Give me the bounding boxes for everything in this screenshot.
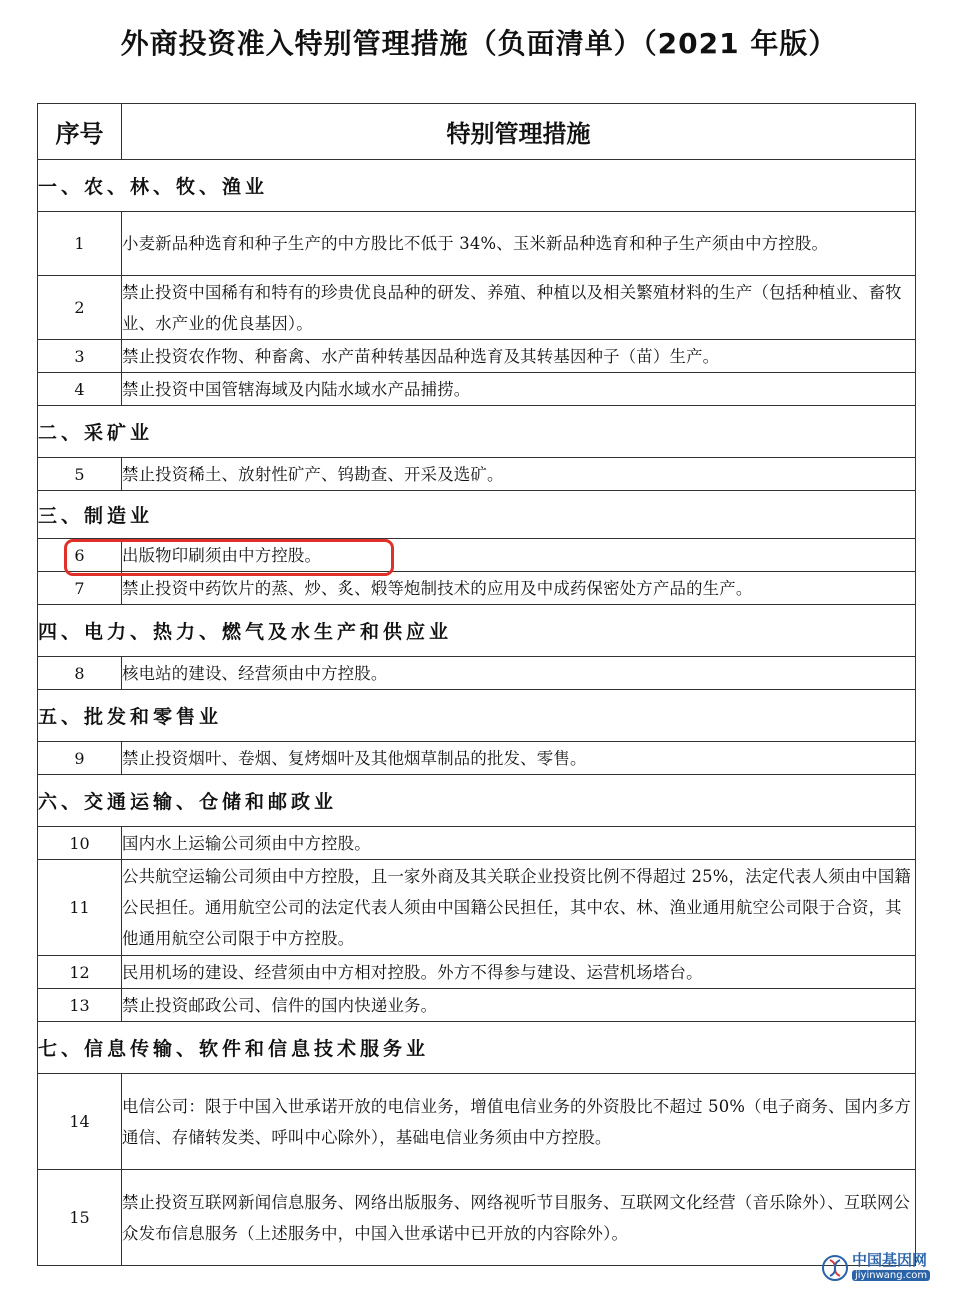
table-row [38,1170,916,1266]
item-text: 禁止投资中国稀有和特有的珍贵优良品种的研发、养殖、种植以及相关繁殖材料的生产（包括种植业、畜牧业、水产业的优良基因）。 [122,276,916,340]
watermark-name: 中国基因网 [852,1251,928,1269]
item-text: 民用机场的建设、经营须由中方相对控股。外方不得参与建设、运营机场塔台。 [122,956,916,989]
section-title: 七、信息传输、软件和信息技术服务业 [38,1022,916,1074]
site-watermark [822,1249,942,1289]
item-number: 9 [38,742,122,775]
section-title: 四、电力、热力、燃气及水生产和供应业 [38,605,916,657]
item-number: 7 [38,572,122,605]
item-number: 2 [38,276,122,340]
section-title: 三、制造业 [38,491,916,539]
item-number: 10 [38,827,122,860]
item-number: 6 [38,539,122,572]
item-text: 小麦新品种选育和种子生产的中方股比不低于 34%、玉米新品种选育和种子生产须由中方控股。 [122,212,916,276]
item-text: 电信公司：限于中国入世承诺开放的电信业务，增值电信业务的外资股比不超过 50%（电子商务、国内多方通信、存储转发类、呼叫中心除外），基础电信业务须由中方控股。 [122,1074,916,1170]
item-text: 禁止投资邮政公司、信件的国内快递业务。 [122,989,916,1022]
item-number: 15 [38,1170,122,1266]
item-text: 禁止投资互联网新闻信息服务、网络出版服务、网络视听节目服务、互联网文化经营（音乐除外）、互联网公众发布信息服务（上述服务中，中国入世承诺中已开放的内容除外）。 [122,1170,916,1266]
header-measures: 特别管理措施 [122,104,916,160]
table-row [38,276,916,340]
item-number: 5 [38,458,122,491]
item-text: 公共航空运输公司须由中方控股，且一家外商及其关联企业投资比例不得超过 25%，法定代表人须由中国籍公民担任。通用航空公司的法定代表人须由中国籍公民担任，其中农、林、渔业通用航空公司限于合资，其他通用航空公司限于中方控股。 [122,860,916,956]
section-title: 六、交通运输、仓储和邮政业 [38,775,916,827]
table-row [38,827,916,860]
section-title: 五、批发和零售业 [38,690,916,742]
item-text: 出版物印刷须由中方控股。 [122,539,916,572]
table-row [38,572,916,605]
table-row [38,657,916,690]
item-text: 禁止投资农作物、种畜禽、水产苗种转基因品种选育及其转基因种子（苗）生产。 [122,340,916,373]
watermark-url: jiyinwang.com [852,1270,930,1281]
item-text: 国内水上运输公司须由中方控股。 [122,827,916,860]
table-row [38,458,916,491]
item-number: 11 [38,860,122,956]
table-row [38,212,916,276]
document-title: 外商投资准入特别管理措施（负面清单）（2021 年版） [120,27,838,60]
header-number: 序号 [38,104,122,160]
section-row [38,690,916,742]
item-number: 1 [38,212,122,276]
table-header-row [38,104,916,160]
section-row [38,406,916,458]
item-number: 14 [38,1074,122,1170]
item-text: 禁止投资烟叶、卷烟、复烤烟叶及其他烟草制品的批发、零售。 [122,742,916,775]
table-row [38,989,916,1022]
item-number: 8 [38,657,122,690]
section-row [38,775,916,827]
item-text: 禁止投资中药饮片的蒸、炒、炙、煅等炮制技术的应用及中成药保密处方产品的生产。 [122,572,916,605]
item-number: 13 [38,989,122,1022]
item-number: 3 [38,340,122,373]
table-row [38,1074,916,1170]
item-number: 4 [38,373,122,406]
table-row [38,742,916,775]
table-row [38,860,916,956]
section-title: 一、农、林、牧、渔业 [38,160,916,212]
section-row [38,160,916,212]
negative-list-table [37,103,916,1266]
section-row [38,605,916,657]
section-title: 二、采矿业 [38,406,916,458]
section-row [38,491,916,539]
table-row [38,340,916,373]
item-text: 禁止投资稀土、放射性矿产、钨勘查、开采及选矿。 [122,458,916,491]
dna-logo-icon [822,1255,848,1281]
item-text: 禁止投资中国管辖海域及内陆水域水产品捕捞。 [122,373,916,406]
highlight-box [64,539,394,576]
item-number: 12 [38,956,122,989]
item-text: 核电站的建设、经营须由中方控股。 [122,657,916,690]
section-row [38,1022,916,1074]
table-row [38,373,916,406]
table-row [38,956,916,989]
